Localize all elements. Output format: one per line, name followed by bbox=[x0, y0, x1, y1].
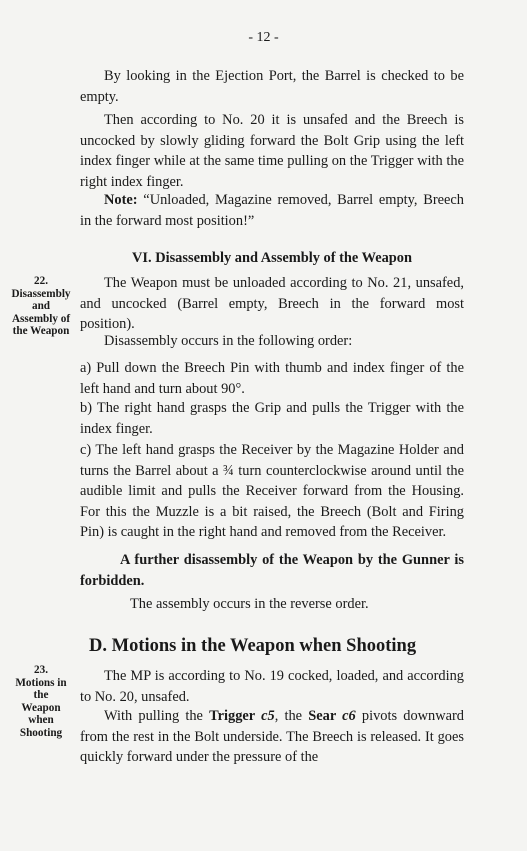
step-text: a) Pull down the Breech Pin with thumb and index finger of the left hand and turn about 90°. bbox=[80, 360, 464, 397]
margin-note-line: Motions in bbox=[15, 676, 67, 689]
margin-note-line: Assembly of bbox=[11, 312, 71, 325]
step-text: b) The right hand grasps the Grip and pulls the Trigger with the index finger. bbox=[80, 400, 464, 437]
margin-note-number: 22. bbox=[34, 275, 48, 287]
margin-note-23 bbox=[4, 664, 78, 739]
margin-note-line: the bbox=[33, 689, 49, 701]
section-vi-heading: VI. Disassembly and Assembly of the Weapon bbox=[132, 250, 412, 266]
margin-note-22 bbox=[6, 275, 76, 338]
margin-note-line: and bbox=[31, 300, 51, 312]
text-run: pivots downward from the rest in the Bolt underside. The Breech is released. It goes quickly forward under the pressure of the bbox=[80, 708, 465, 765]
paragraph-unsafe-uncock bbox=[80, 110, 464, 192]
trigger-term: Trigger bbox=[209, 708, 262, 724]
margin-note-line: Weapon bbox=[21, 701, 61, 714]
step-c bbox=[80, 440, 464, 543]
margin-note-number: 23. bbox=[34, 664, 48, 676]
text-run: With pulling the bbox=[104, 708, 210, 724]
paragraph-text: Then according to No. 20 it is unsafed and the Breech is uncocked by slowly gliding forward the Bolt Grip using the left index finger while at the same time pulling on the Trigger with the right index finger. bbox=[80, 112, 464, 190]
margin-note-line: Shooting bbox=[19, 726, 63, 739]
note-label: Note: bbox=[104, 192, 138, 208]
paragraph-text: Disassembly occurs in the following order: bbox=[104, 333, 353, 349]
reverse-order bbox=[80, 594, 464, 615]
paragraph-text: The assembly occurs in the reverse order. bbox=[130, 596, 369, 612]
paragraph-23a bbox=[80, 666, 464, 707]
margin-note-line: the Weapon bbox=[12, 325, 70, 337]
paragraph-text: The Weapon must be unloaded according to No. 21, unsafed, and uncocked (Barrel empty, Breech in the forward most position). bbox=[80, 275, 464, 332]
note-paragraph bbox=[80, 190, 464, 231]
step-a bbox=[80, 358, 464, 399]
margin-note-line: when bbox=[28, 714, 54, 726]
paragraph-22 bbox=[80, 273, 464, 335]
step-text: c) The left hand grasps the Receiver by the Magazine Holder and turns the Barrel about a ¾ turn counterclockwise around until the audible limit and pulls the Receiver forward from the Housing. For this the Muzzle is a bit raised, the Breech (Bolt and Firing Pin) is caught in the right hand and removed from the Receiver. bbox=[80, 442, 464, 540]
forbidden-notice bbox=[80, 550, 464, 591]
step-b bbox=[80, 398, 464, 439]
paragraph-text bbox=[80, 706, 464, 768]
sear-term: Sear bbox=[308, 708, 343, 724]
order-intro bbox=[80, 331, 464, 352]
paragraph-ejection-check bbox=[80, 66, 464, 107]
paragraph-23b bbox=[80, 706, 464, 768]
page-number: - 12 - bbox=[248, 30, 279, 45]
paragraph-text: By looking in the Ejection Port, the Barrel is checked to be empty. bbox=[80, 68, 464, 105]
paragraph-text: A further disassembly of the Weapon by the Gunner is forbidden. bbox=[80, 552, 464, 589]
paragraph-text: The MP is according to No. 19 cocked, loaded, and according to No. 20, unsafed. bbox=[80, 668, 464, 705]
note-body: “Unloaded, Magazine removed, Barrel empty, Breech in the forward most position!” bbox=[80, 192, 464, 229]
section-d-heading: D. Motions in the Weapon when Shooting bbox=[89, 636, 417, 656]
text-run: , the bbox=[274, 708, 309, 724]
part-ref-c5: c5 bbox=[261, 708, 275, 724]
note-text bbox=[80, 190, 464, 231]
margin-note-line: Disassembly bbox=[11, 287, 71, 300]
part-ref-c6: c6 bbox=[342, 708, 356, 724]
